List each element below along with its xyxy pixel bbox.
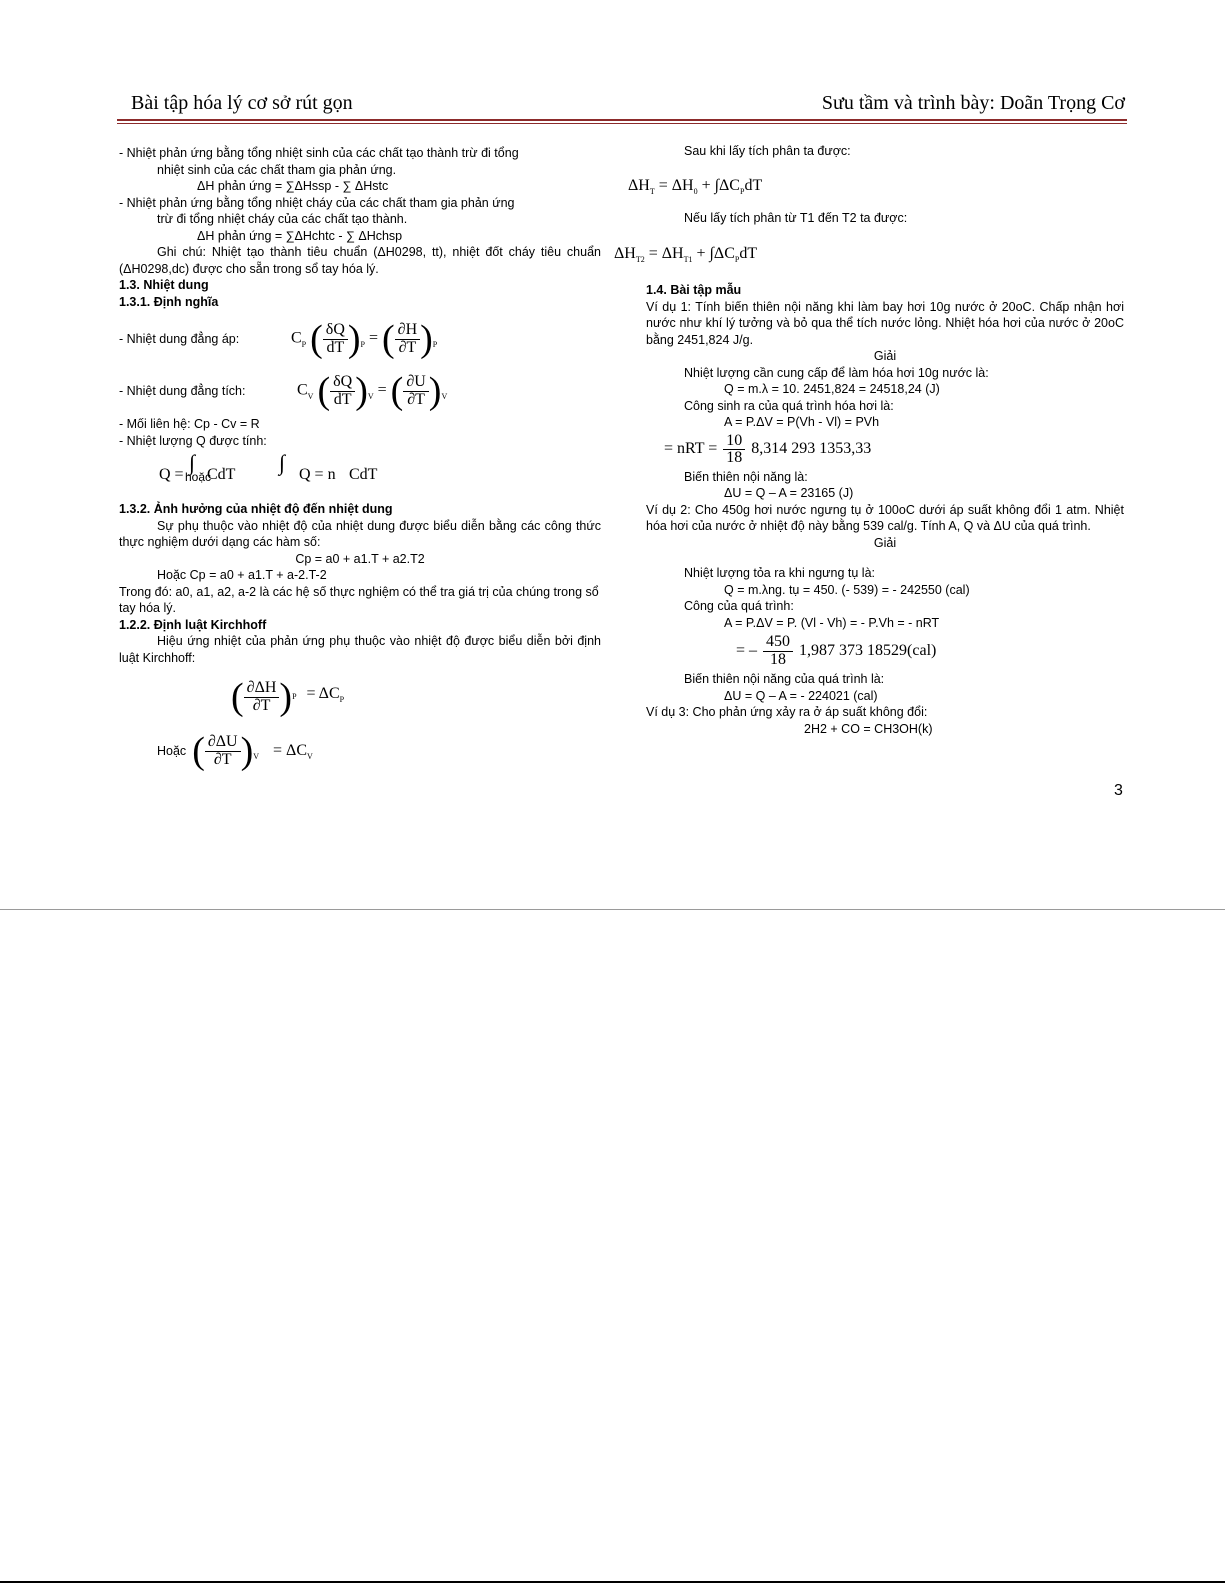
text-line: nhiệt sinh của các chất tham gia phản ứng. — [157, 162, 397, 177]
integral-formula-2: $\Delta H_{T2} = \Delta H_{T1} + \int\Delta C_PdT$ — [614, 245, 758, 265]
q-or-label: hoặc — [185, 470, 212, 484]
formula: Hoặc Cp = a0 + a1.T + a-2.T-2 — [157, 568, 327, 582]
subsection-heading: 1.3.1. Định nghĩa — [119, 294, 219, 309]
reaction: 2H2 + CO = CH3OH(k) — [804, 721, 933, 736]
example-2: Ví dụ 2: Cho 450g hơi nước ngưng tụ ở 100oC dưới áp suất không đổi 1 atm. Nhiệt hóa hơi của nước ở nhiệt độ này bằng 539 cal/g. Tính A, Q và ΔU của quá trình. — [646, 502, 1124, 533]
page-number: 3 — [1114, 782, 1123, 799]
note-paragraph: Ghi chú: Nhiệt tạo thành tiêu chuẩn (ΔH0298, tt), nhiệt đốt cháy tiêu chuẩn (ΔH0298,dc) được cho sẵn trong sổ tay hóa lý. — [119, 245, 601, 276]
bottom-border — [0, 1581, 1225, 1583]
cv-label: - Nhiệt dung đẳng tích: — [119, 383, 246, 398]
formula: A = P.ΔV = P(Vh - Vl) = PVh — [724, 415, 880, 429]
page-header-right: Sưu tầm và trình bày: Doãn Trọng Cơ — [821, 92, 1125, 114]
cp-definition — [119, 316, 601, 362]
text-line: - Nhiệt phản ứng bằng tổng nhiệt sinh của các chất tạo thành trừ đi tổng — [119, 146, 519, 160]
text-line: - Nhiệt lượng Q được tính: — [119, 433, 267, 448]
solution-label: Giải — [873, 349, 897, 363]
text-line: Biến thiên nội năng của quá trình là: — [684, 672, 885, 686]
section-heading: 1.3. Nhiệt dung — [119, 278, 209, 292]
formula: Q = m.λ = 10. 2451,824 = 24518,24 (J) — [724, 382, 940, 396]
formula: ΔH phản ứng = ∑ΔHchtc - ∑ ΔHchsp — [197, 228, 403, 243]
text-line: Biến thiên nội năng là: — [684, 469, 808, 484]
text-line: Công của quá trình: — [684, 599, 794, 613]
q-formula: Q = ∫ CdT hoặc ∫ Q = n CdT — [159, 450, 378, 484]
left-column — [119, 145, 601, 776]
relation-text: - Mối liên hệ: Cp - Cv = R — [119, 417, 260, 431]
cp-label: - Nhiệt dung đẳng áp: — [119, 331, 240, 346]
formula: ΔH phản ứng = ∑ΔHssp - ∑ ΔHstc — [197, 179, 389, 193]
formula: ΔU = Q – A = - 224021 (cal) — [724, 688, 878, 703]
text-line: Nhiệt lượng cần cung cấp để làm hóa hơi 10g nước là: — [684, 365, 989, 380]
text-line: Nếu lấy tích phân từ T1 đến T2 ta được: — [684, 210, 908, 225]
kirchhoff-formula-1: ( $\frac{\partial\Delta H}{\partial T}$ ) P = $\Delta C_P$ — [231, 676, 345, 718]
or-label: Hoặc — [157, 743, 187, 758]
paragraph: Hiệu ứng nhiệt của phản ứng phụ thuộc vào nhiệt độ được biểu diễn bởi định luật Kirchhoff: — [119, 634, 601, 665]
cp-formula: $C_P$ ( $\frac{\delta Q}{dT}$ )$_P$ = ( $\frac{\partial H}{\partial T}$ )$_P$ — [291, 318, 438, 360]
subsection-heading: 1.3.2. Ảnh hưởng của nhiệt độ đến nhiệt dung — [119, 502, 393, 516]
text-line: - Nhiệt phản ứng bằng tổng nhiệt cháy của các chất tham gia phản ứng — [119, 195, 515, 210]
work-calc-2-values: 1,987 373 18529(cal) — [799, 641, 937, 659]
right-column — [614, 143, 1124, 737]
solution-label: Giải — [873, 535, 897, 550]
kirchhoff-formula-2: Hoặc ( $\frac{\partial\Delta U}{\partial T}$ )$_V = \Delta C_V$ — [157, 730, 313, 772]
formula: A = P.ΔV = P. (Vl - Vh) = - P.Vh = - nRT — [724, 615, 940, 630]
paragraph: Trong đó: a0, a1, a2, a-2 là các hệ số thực nghiệm có thể tra giá trị của chúng trong sổ tay hóa lý. — [119, 584, 599, 615]
text-line: Nhiệt lượng tỏa ra khi ngưng tụ là: — [684, 566, 876, 580]
work-calc-2: = – $\frac{450}{18}$ 1,987 373 18529(cal) — [736, 633, 937, 668]
header-rule-thin — [117, 123, 1127, 124]
header-rule — [117, 119, 1127, 121]
text-line: Công sinh ra của quá trình hóa hơi là: — [684, 398, 894, 413]
text-line: trừ đi tổng nhiệt cháy của các chất tạo thành. — [157, 212, 408, 226]
subsection-heading: 1.2.2. Định luật Kirchhoff — [119, 617, 267, 632]
cv-definition — [119, 368, 601, 414]
cv-formula: $C_V$ ( $\frac{\delta Q}{dT}$ )$_V$ = ( $\frac{\partial U}{\partial T}$ )$_V$ — [297, 370, 448, 412]
example-3: Ví dụ 3: Cho phản ứng xảy ra ở áp suất không đổi: — [646, 705, 928, 719]
paragraph: Sự phụ thuộc vào nhiệt độ của nhiệt dung được biểu diễn bằng các công thức thực nghiệm dưới dạng các hàm số: — [119, 518, 601, 549]
spacer — [646, 551, 1124, 565]
formula: Q = m.λng. tụ = 450. (- 539) = - 242550 (cal) — [724, 582, 970, 597]
work-calc-1: = nRT = $\frac{10}{18}$ 8,314 293 1353,33 — [664, 431, 872, 466]
formula: Cp = a0 + a1.T + a2.T2 — [295, 551, 425, 566]
formula: ΔU = Q – A = 23165 (J) — [724, 486, 854, 500]
example-1: Ví dụ 1: Tính biến thiên nội năng khi làm bay hơi 10g nước ở 20oC. Chấp nhận hơi nước như khí lý tưởng và bỏ qua thể tích nước lỏng. Nhiệt hóa hơi của nước ở 20oC bằng 2451,824 J/g. — [646, 299, 1124, 347]
page-header-left: Bài tập hóa lý cơ sở rút gọn — [131, 92, 353, 114]
integral-formula-1: $\Delta H_T = \Delta H_0 + \int\Delta C_PdT$ — [628, 176, 763, 196]
text-line: Sau khi lấy tích phân ta được: — [684, 144, 851, 158]
section-heading: 1.4. Bài tập mẫu — [646, 283, 742, 297]
page-separator — [0, 909, 1225, 910]
work-calc-1-values: 8,314 293 1353,33 — [751, 440, 872, 458]
